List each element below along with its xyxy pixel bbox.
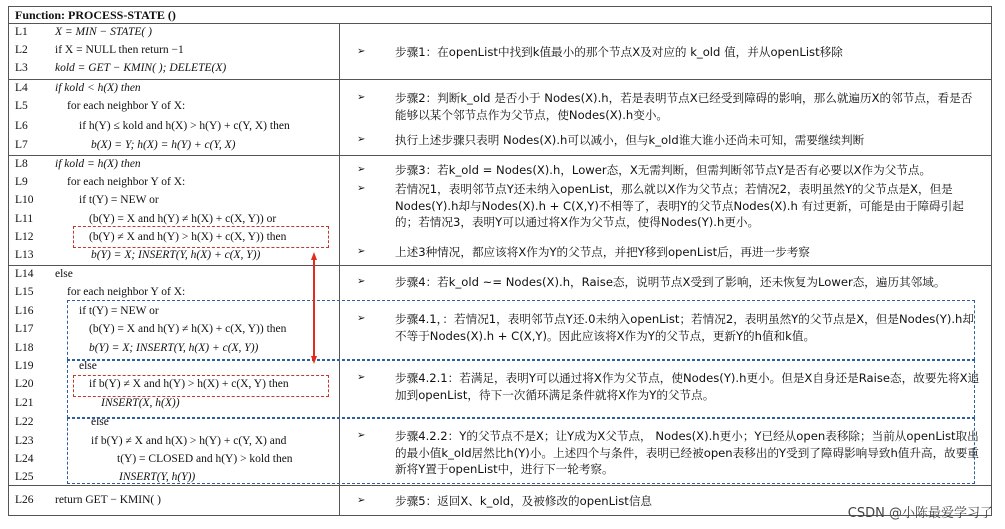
code-line: else [55, 268, 73, 280]
line-number: L8 [15, 158, 28, 170]
bullet-icon: ➢ [357, 183, 366, 194]
bullet-icon: ➢ [357, 92, 366, 103]
code-line: b(Y) = X; INSERT(Y, h(X) + c(X, Y)) [89, 342, 259, 354]
code-line: for each neighbor Y of X: [67, 286, 186, 298]
line-number: L26 [15, 494, 34, 506]
line-number: L19 [15, 360, 34, 372]
line-number: L16 [15, 305, 34, 317]
code-line: INSERT(Y, h(Y)) [119, 471, 196, 483]
code-line: for each neighbor Y of X: [67, 176, 186, 188]
line-number: L13 [15, 249, 34, 261]
line-number: L25 [15, 471, 34, 483]
bullet-icon: ➢ [357, 495, 366, 506]
function-title: Function: PROCESS-STATE () [8, 6, 992, 24]
step-text: 步骤3：若k_old = Nodes(X).h，Lower态，X无需判断，但需判断邻节点Y是否有必要以X作为父节点。 [395, 163, 932, 177]
code-line: if h(Y) ≤ kold and h(X) > h(Y) + c(Y, X) then [79, 120, 290, 132]
line-number: L24 [15, 453, 34, 465]
code-line: t(Y) = CLOSED and h(Y) > kold then [117, 453, 293, 465]
code-line: if kold = h(X) then [55, 158, 141, 170]
code-line: else [91, 416, 109, 428]
line-number: L12 [15, 231, 34, 243]
step-text: 步骤1：在openList中找到k值最小的那个节点X及对应的 k_old 值，并从openList移除 [395, 45, 843, 59]
line-number: L21 [15, 397, 34, 409]
highlight-box-l12 [73, 226, 329, 248]
step-text: 步骤4.1，：若情况1，表明邻节点Y还.0未纳入openList；若情况2，表明虽然Y的父节点是X，但是Nodes(Y).h却不等于Nodes(X).h + C(X,Y)。因此应该将X作为Y的父节点，更新Y的h值和k值。 [395, 312, 975, 343]
line-number: L9 [15, 176, 28, 188]
line-number: L22 [15, 416, 34, 428]
step-text: 步骤4.2.1：若满足，表明Y可以通过将X作为父节点，使Nodes(Y).h更小。但是X自身还是Raise态，故要先将X追加到openList，待下一次循环满足条件就将X作为Y的父节点。 [395, 371, 980, 402]
code-line: if X = NULL then return −1 [55, 44, 184, 56]
line-number: L7 [15, 139, 28, 151]
line-number: L5 [15, 100, 28, 112]
code-line: if kold < h(X) then [55, 82, 141, 94]
line-number: L10 [15, 194, 34, 206]
block-l26 [8, 486, 992, 516]
step-text: 步骤4.2.2：Y的父节点不是X；让Y成为X父节点， Nodes(X).h更小；Y已经从open表移除；当前从openList取出的最小值k_old居然比h(Y)小。上述四个与条件，表明已经被open表移出的Y受到了障碍影响导致h值升高，故要重新将Y置于openList中，进行下一轮考察。 [395, 429, 979, 476]
code-line: for each neighbor Y of X: [67, 100, 186, 112]
step-text: 若情况1，表明邻节点Y还未纳入openList，那么就以X作为父节点；若情况2，表明虽然Y的父节点是X，但是 Nodes(Y).h却与Nodes(X).h + C(X,Y)不相等了，表明Y的父节点Nodes(X).h 有过更新，可能是由于障碍引起的；若情况3，表明Y可以通过将X作为父节点，使得Nodes(Y).h更小。 [395, 182, 964, 229]
line-number: L2 [15, 44, 28, 56]
bullet-icon: ➢ [357, 313, 366, 324]
code-line: b(Y) = X; INSERT(Y, h(X) + c(X, Y)) [91, 249, 261, 261]
code-line: kold = GET − KMIN( ); DELETE(X) [55, 62, 227, 74]
step-text: 步骤2：判断k_old 是否小于 Nodes(X).h，若是表明节点X已经受到障碍的影响，那么就遍历X的邻节点，看是否能够以某个邻节点作为父节点，使Nodes(X).h变小。 [395, 91, 973, 122]
code-line: return GET − KMIN( ) [55, 494, 161, 506]
double-arrow-icon [311, 252, 317, 364]
step-text: 步骤4：若k_old ~= Nodes(X).h，Raise态，说明节点X受到了影响，还未恢复为Lower态，遍历其邻域。 [395, 275, 946, 289]
bullet-icon: ➢ [357, 134, 366, 145]
code-line: (b(Y) = X and h(Y) ≠ h(X) + c(X, Y)) then [89, 323, 287, 335]
code-line: else [79, 360, 97, 372]
code-line: X = MIN − STATE( ) [55, 26, 152, 38]
code-line: if t(Y) = NEW or [79, 305, 159, 317]
step-text: 上述3种情况，都应该将X作为Y的父节点，并把Y移到openList后，再进一步考察 [395, 245, 810, 259]
bullet-icon: ➢ [357, 276, 366, 287]
bullet-icon: ➢ [357, 430, 366, 441]
code-line: INSERT(X, h(X)) [101, 397, 180, 409]
line-number: L1 [15, 26, 28, 38]
bullet-icon: ➢ [357, 164, 366, 175]
block-l8-l13 [8, 156, 992, 266]
line-number: L6 [15, 120, 28, 132]
block-l14-l25 [8, 266, 992, 486]
step-text: 步骤5：返回X、k_old，及被修改的openList信息 [395, 494, 653, 508]
line-number: L4 [15, 82, 28, 94]
bullet-icon: ➢ [357, 246, 366, 257]
line-number: L15 [15, 286, 34, 298]
line-number: L20 [15, 378, 34, 390]
line-number: L18 [15, 342, 34, 354]
bullet-icon: ➢ [357, 46, 366, 57]
code-line: if t(Y) = NEW or [79, 194, 159, 206]
algorithm-table [8, 6, 994, 520]
line-number: L3 [15, 62, 28, 74]
block-l4-l7 [8, 80, 992, 156]
line-number: L11 [15, 213, 34, 225]
step-text: 执行上述步骤只表明 Nodes(X).h可以减小，但与k_old谁大谁小还尚未可知，需要继续判断 [395, 133, 865, 147]
block-l1-l3 [8, 24, 992, 80]
line-number: L23 [15, 435, 34, 447]
line-number: L14 [15, 268, 34, 280]
code-line: if b(Y) ≠ X and h(Y) > h(X) + c(X, Y) then [89, 378, 289, 390]
code-line: b(X) = Y; h(X) = h(Y) + c(Y, X) [91, 139, 236, 151]
line-number: L17 [15, 323, 34, 335]
code-line: (b(Y) ≠ X and h(Y) > h(X) + c(X, Y)) then [89, 231, 287, 243]
watermark: CSDN @小陈最爱学习了 [847, 506, 993, 521]
code-line: (b(Y) = X and h(Y) ≠ h(X) + c(X, Y)) or [89, 213, 277, 225]
bullet-icon: ➢ [357, 372, 366, 383]
code-line: if b(Y) ≠ X and h(X) > h(Y) + c(Y, X) and [91, 435, 287, 447]
